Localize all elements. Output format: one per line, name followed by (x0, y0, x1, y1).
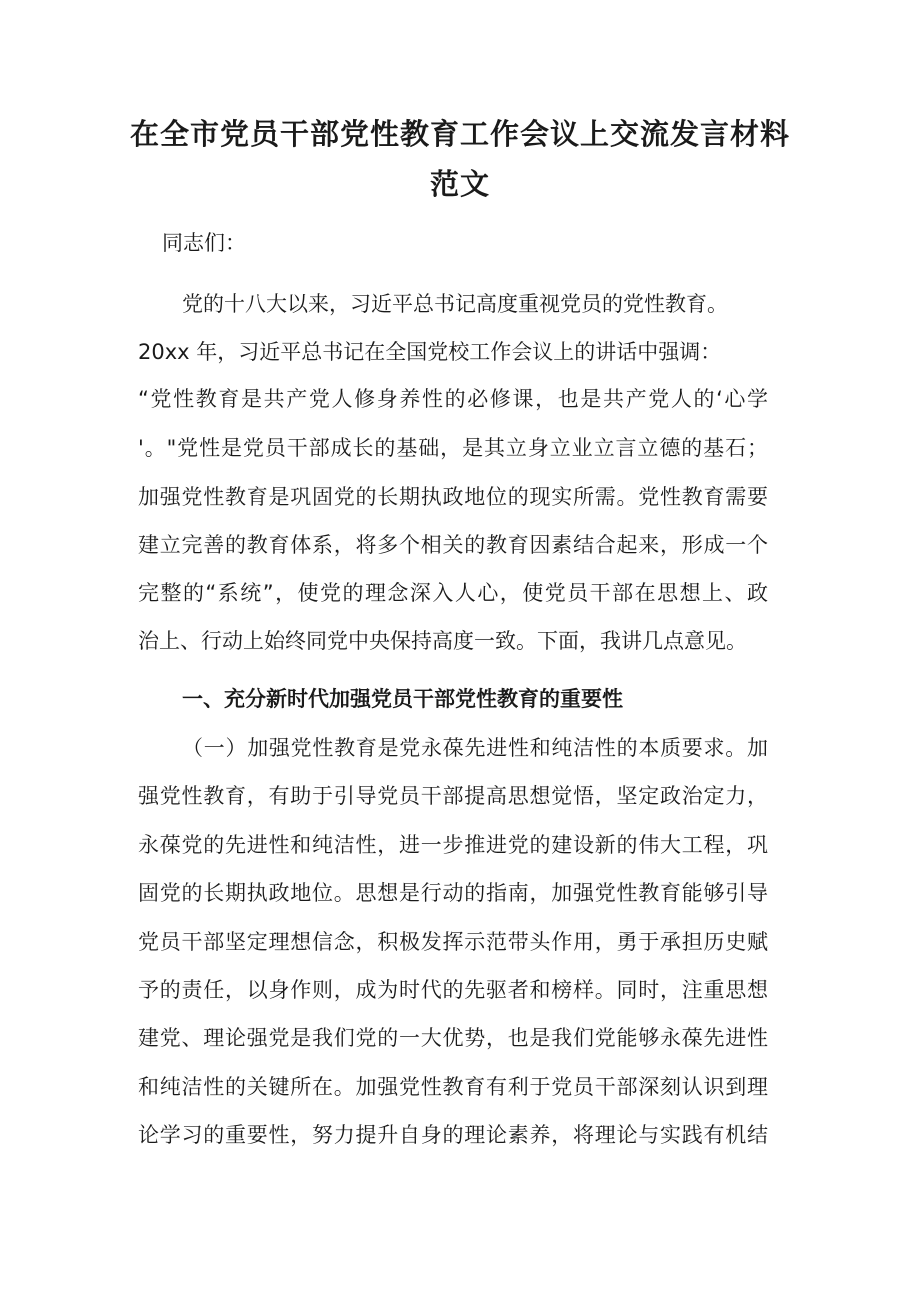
paragraph-2-line: 永葆党的先进性和纯洁性，进一步推进党的建设新的伟大工程，巩 (138, 833, 768, 857)
section-heading: 一、充分新时代加强党员干部党性教育的重要性 (182, 687, 623, 711)
paragraph-2-line: 强党性教育，有助于引导党员干部提高思想觉悟，坚定政治定力， (138, 784, 768, 808)
paragraph-1-line: 完整的“系统”，使党的理念深入人心，使党员干部在思想上、政 (138, 581, 768, 605)
paragraph-2-line: 党员干部坚定理想信念，积极发挥示范带头作用，勇于承担历史赋 (138, 930, 768, 954)
paragraph-2-line: 论学习的重要性，努力提升自身的理论素养，将理论与实践有机结 (138, 1123, 768, 1147)
paragraph-1-line: 治上、行动上始终同党中央保持高度一致。下面，我讲几点意见。 (138, 629, 747, 653)
paragraph-1-line: 20xx 年，习近平总书记在全国党校工作会议上的讲话中强调： (138, 340, 722, 364)
paragraph-2-line: 建党、理论强党是我们党的一大优势，也是我们党能够永葆先进性 (138, 1026, 768, 1050)
paragraph-2-line: 固党的长期执政地位。思想是行动的指南，加强党性教育能够引导 (138, 881, 768, 905)
paragraph-1-line: 加强党性教育是巩固党的长期执政地位的现实所需。党性教育需要 (138, 485, 768, 509)
paragraph-2-line: 予的责任，以身作则，成为时代的先驱者和榜样。同时，注重思想 (138, 978, 768, 1002)
paragraph-1-line: 建立完善的教育体系，将多个相关的教育因素结合起来，形成一个 (138, 533, 768, 557)
paragraph-1-line: '。"党性是党员干部成长的基础，是其立身立业立言立德的基石； (138, 436, 768, 460)
document-title-line-2: 范文 (429, 167, 490, 201)
salutation: 同志们： (162, 231, 246, 255)
paragraph-1-line: “党性教育是共产党人修身养性的必修课，也是共产党人的‘心学 (138, 387, 768, 411)
document-title-line-1: 在全市党员干部党性教育工作会议上交流发言材料 (129, 117, 790, 151)
paragraph-2-line: （一）加强党性教育是党永葆先进性和纯洁性的本质要求。加 (182, 736, 768, 760)
paragraph-1-line: 党的十八大以来，习近平总书记高度重视党员的党性教育。 (182, 292, 728, 316)
paragraph-2-line: 和纯洁性的关键所在。加强党性教育有利于党员干部深刻认识到理 (138, 1075, 768, 1099)
